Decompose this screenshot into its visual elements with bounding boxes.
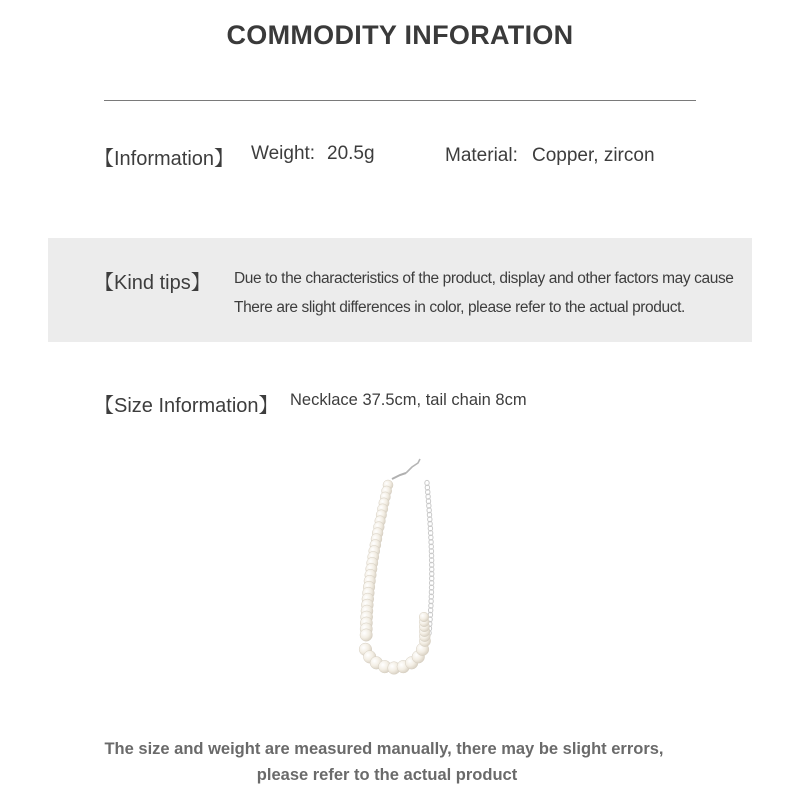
size-information-value: Necklace 37.5cm, tail chain 8cm: [290, 391, 527, 409]
size-information-label: 【Size Information】: [94, 395, 279, 417]
material-value: Copper, zircon: [532, 145, 655, 166]
extension-chain: [406, 459, 420, 473]
pearl-bead: [419, 612, 429, 622]
pearl-bead: [360, 629, 372, 641]
kind-tips-line-1: Due to the characteristics of the product, display and other factors may cause: [234, 270, 734, 287]
page-title: COMMODITY INFORATION: [226, 20, 574, 50]
information-label: 【Information】: [94, 148, 235, 170]
pearl-necklace-image: [330, 455, 470, 700]
weight-value: 20.5g: [327, 143, 375, 164]
weight-label: Weight:: [251, 143, 316, 164]
tail-chain: [425, 480, 434, 635]
kind-tips-label: 【Kind tips】: [94, 272, 211, 294]
title-divider: [104, 100, 696, 101]
footer-note-line-1: The size and weight are measured manually, there may be slight errors,: [104, 740, 664, 758]
footer-note-line-2: please refer to the actual product: [256, 766, 518, 784]
clasp: [392, 473, 406, 479]
material-label: Material:: [445, 145, 518, 166]
pearl-strand: [359, 480, 430, 674]
kind-tips-line-2: There are slight differences in color, please refer to the actual product.: [234, 299, 685, 316]
